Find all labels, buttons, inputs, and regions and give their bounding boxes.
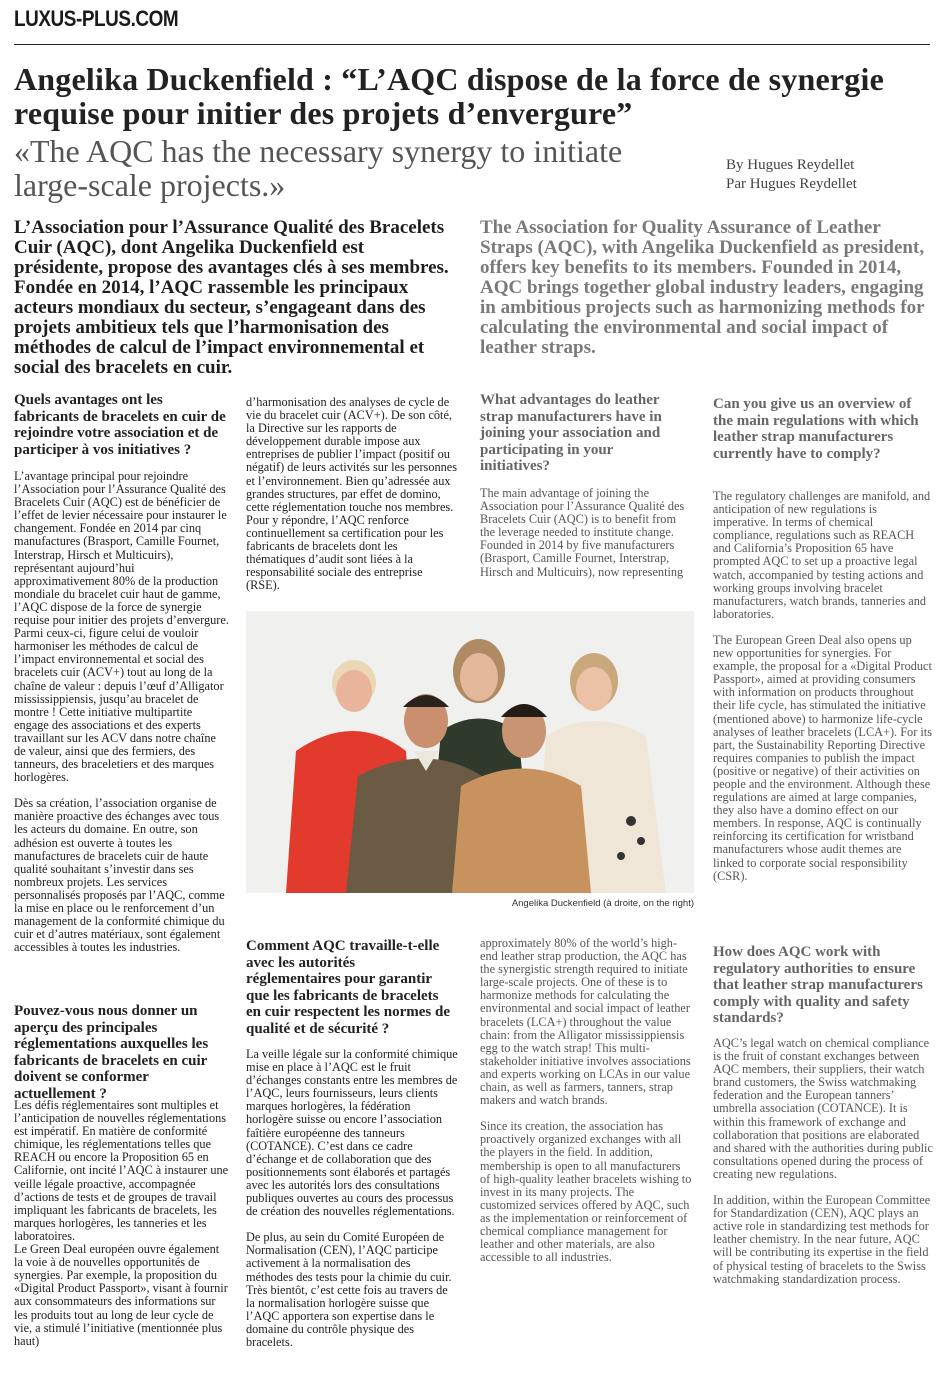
column-3-top	[480, 487, 692, 592]
paragraph: Le Green Deal européen ouvre également la voie à de nouvelles opportunités de synergies. Par exemple, la proposition du «Digital Product Passport», visant à fournir aux consommateurs des informations sur les produits tout au long de leur cycle de vie, a stimulé l’initiative (mentionnée plus haut)	[14, 1242, 228, 1348]
column-2-bottom	[246, 1048, 458, 1362]
group-photo-illustration	[246, 611, 694, 893]
photo-caption: Angelika Duckenfield (à droite, on the right)	[511, 898, 694, 909]
paragraph: In addition, within the European Committee for Standardization (CEN), AQC plays an active role in standardizing test methods for leather chemistry. In the near future, AQC will be contributing its expertise in the field of physical testing of bracelets to the Swiss watchmaking standardization process.	[713, 1193, 931, 1286]
paragraph: approximately 80% of the world’s high-end leather strap production, the AQC has the synergistic strength required to initiate large-scale projects. One of these is to harmonize methods for calculating the environmental and social impact of leather bracelets (LCA+) throughout the value chain: from the Alligator mississippiensis egg to the watch strap! This multi-stakeholder initiative involves associations and experts working on LCAs in our value chain, as well as farmers, tanners, strap makers and watch brands.	[480, 936, 691, 1108]
byline	[726, 156, 926, 194]
question-en-2: Can you give us an overview of the main regulations with which leather strap manufacturers currently have to comply?	[713, 396, 919, 462]
headline: Angelika Duckenfield : “L’AQC dispose de la force de synergie requise pour initier des projets d’envergure”	[14, 61, 884, 131]
column-4-top	[713, 490, 933, 896]
masthead-divider	[14, 44, 930, 45]
paragraph: The European Green Deal also opens up new opportunities for synergies. For example, the proposal for a «Digital Product Passport», aimed at providing consumers with information on products throughout their life cycle, has stimulated the initiative (mentioned above) to harmonize life-cycle analyses of leather bracelets (LCA+). For its part, the Sustainability Reporting Directive requires companies to publish the impact (positive or negative) of their activities on people and the environment. Although these regulations are aimed at large companies, they also have a domino effect on our members. In response, AQC is continually reinforcing its certification for wristband manufacturers whose audit themes are linked to corporate social responsibility (CSR).	[713, 632, 932, 883]
paragraph: La veille légale sur la conformité chimique mise en place à l’AQC est le fruit d’échanges constants entre les membres de l’AQC, leurs fournisseurs, leurs clients marques horlogères, la fédération horlogère suisse ou encore l’association faîtière européenne des tanneurs (COTANCE). C’est dans ce cadre d’échange et de collaboration que des positionnements sont élaborés et partagés avec les autorités lors des consultations publiques ouvertes au cours des processus de création des nouvelles réglementations.	[246, 1047, 458, 1219]
question-en-3: How does AQC work with regulatory authorities to ensure that leather strap manufacturers comply with quality and safety standards?	[713, 944, 923, 1026]
column-2-top	[246, 396, 458, 605]
paragraph: The main advantage of joining the Association pour l’Assurance Qualité des Bracelets Cuir (AQC) is to benefit from the leverage needed to institute change. Founded in 2014 by five manufacturers (Brasport, Camille Fournet, Interstrap, Hirsch and Multicuirs), now representing	[480, 486, 685, 579]
byline-fr: Par Hugues Reydellet	[726, 176, 857, 192]
question-fr-3: Comment AQC travaille-t-elle avec les autorités réglementaires pour garantir que les fabricants de bracelets en cuir respectent les normes de qualité et de sécurité ?	[246, 938, 450, 1037]
portrait-photo	[246, 611, 694, 893]
byline-en: By Hugues Reydellet	[726, 157, 855, 173]
paragraph: d’harmonisation des analyses de cycle de vie du bracelet cuir (ACV+). De son côté, la Directive sur les rapports de développement durable impose aux entreprises de publier l’impact (positif ou négatif) de leurs activités sur les personnes et l’environnement. Bien qu’adressée aux grandes structures, par effet de domino, cette réglementation touche nos membres. Pour y répondre, l’AQC renforce continuellement sa certification pour les fabricants de bracelets dont les thématiques d’audit sont liées à la responsabilité sociale des entreprise (RSE).	[246, 395, 458, 593]
paragraph: Since its creation, the association has proactively organized exchanges with all the players in the field. In addition, membership is open to all manufacturers of high-quality leather bracelets wishing to invest in its many projects. The customized services offered by AQC, such as the implementation or reinforcement of chemical compliance management for leather and other materials, are also accessible to all industries.	[480, 1119, 692, 1265]
paragraph: Les défis réglementaires sont multiples et l’anticipation de nouvelles réglementations est impératif. En matière de conformité chimique, les réglementations telles que REACH ou encore la Proposition 65 en Californie, ont incité l’AQC à instaurer une veille légale proactive, accompagnée d’actions de tests et de groupes de travail impliquant les fabricants de bracelets, les marques horlogères, les tanneries et les laboratoires.	[14, 1098, 229, 1243]
subheadline: «The AQC has the necessary synergy to initiate large-scale projects.»	[14, 133, 623, 203]
column-4-bottom	[713, 1037, 933, 1299]
question-fr-2: Pouvez-vous nous donner un aperçu des principales réglementations auxquelles les fabricants de bracelets en cuir doivent se conformer actuellement ?	[14, 1003, 209, 1102]
question-fr-1: Quels avantages ont les fabricants de bracelets en cuir de rejoindre votre association et de participer à vos initiatives ?	[14, 392, 226, 458]
paragraph: The regulatory challenges are manifold, and anticipation of new regulations is imperative. In terms of chemical compliance, regulations such as REACH and California’s Proposition 65 have prompted AQC to set up a proactive legal watch, accompanied by testing actions and working groups involving bracelet manufacturers, watch brands, tanneries and laboratories.	[713, 489, 931, 621]
paragraph: L’avantage principal pour rejoindre l’Association pour l’Assurance Qualité des Bracelets Cuir (AQC) est de bénéficier de l’effet de levier nécessaire pour instaurer le changement. Fondée en 2014 par cinq manufactures (Brasport, Camille Fournet, Interstrap, Hirsch et Multicuirs), représentant aujourd’hui approximativement 80% de la production mondiale du bracelet cuir haut de gamme, l’AQC dispose de la force de synergie requise pour initier des projets d’envergure. Parmi ceux-ci, figure celui de vouloir harmoniser les méthodes de calcul de l’impact environnemental et social des bracelets cuir (ACV+) tout au long de la chaîne de valeur : depuis l’œuf d’Alligator mississippiensis, jusqu’au bracelet de montre ! Cette initiative multipartite engage des associations et des experts travaillant sur les ACV dans notre chaîne de valeur, ainsi que des fermiers, des tanneurs, des braceletiers et des marques horlogères.	[14, 469, 229, 785]
column-3-bottom	[480, 937, 692, 1277]
intro-french: L’Association pour l’Assurance Qualité des Bracelets Cuir (AQC), dont Angelika Duckenfield est présidente, propose des avantages clés à ses membres. Fondée en 2014, l’AQC rassemble les principaux acteurs mondiaux du secteur, s’engageant dans des projets ambitieux tels que l’harmonisation des méthodes de calcul de l’impact environnemental et social des bracelets en cuir.	[14, 217, 449, 378]
paragraph: AQC’s legal watch on chemical compliance is the fruit of constant exchanges between AQC members, their suppliers, their watch brand customers, the Swiss watchmaking federation and the European tanners’ umbrella association (COTANCE). It is within this framework of exchange and collaboration that positions are elaborated and shared with the authorities during public consultations opened during the process of creating new regulations.	[713, 1036, 933, 1181]
intro-english: The Association for Quality Assurance of Leather Straps (AQC), with Angelika Duckenfield as president, offers key benefits to its members. Founded in 2014, AQC brings together global industry leaders, engaging in ambitious projects such as harmonizing methods for calculating the environmental and social impact of leather straps.	[480, 217, 925, 358]
question-en-1: What advantages do leather strap manufacturers have in joining your association and participating in your initiatives?	[480, 392, 662, 474]
column-1-bottom	[14, 1099, 230, 1348]
paragraph: De plus, au sein du Comité Européen de Normalisation (CEN), l’AQC participe activement à la normalisation des méthodes des tests pour la chimie du cuir. Très bientôt, c’est cette fois au travers de la normalisation horlogère suisse que l’AQC apportera son expertise dans le domaine du contrôle physique des bracelets.	[246, 1230, 452, 1349]
masthead-logo[interactable]: LUXUS-PLUS.COM	[14, 6, 179, 31]
paragraph: Dès sa création, l’association organise de manière proactive des échanges avec tous les acteurs du domaine. En outre, son adhésion est ouverte à toutes les manufactures de bracelets cuir de haute qualité souhaitant s’investir dans ses nombreux projets. Les services personnalisés proposés par l’AQC, comme la mise en place ou le renforcement d’un management de la conformité chimique du cuir et d’autres matériaux, sont également accessibles à toutes les industries.	[14, 796, 225, 955]
column-1-top	[14, 470, 230, 967]
